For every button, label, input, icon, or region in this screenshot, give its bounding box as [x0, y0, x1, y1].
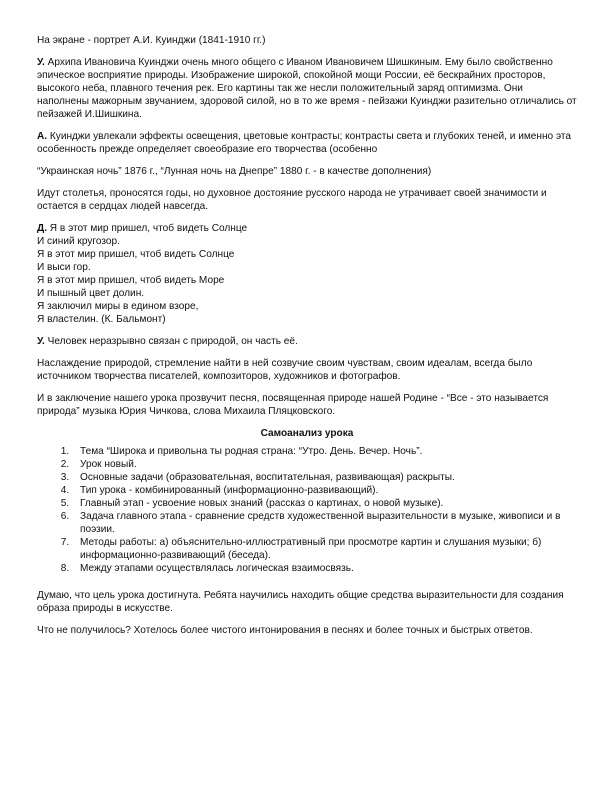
paragraph-text: Архипа Ивановича Куинджи очень много общего с Иваном Ивановичем Шишкиным. Ему было свойственно эпическое восприятие природы. Изображение широкой, спокойной мощи России, её бескрайних просторов, высокого неба, плавного течения рек. Его картины так же несли положительный заряд оптимизма. Они наполнены мажорным звучанием, здоровой силой, но в то же время - пейзажи Куинджи разительно отличались от пейзажей И.Шишкина.	[37, 57, 577, 120]
list-item: 3. Основные задачи (образовательная, воспитательная, развивающая) раскрыты.	[72, 471, 577, 484]
goal-paragraph: Думаю, что цель урока достигнута. Ребята научились находить общие средства выразительности для создания образа природы в искусстве.	[37, 590, 564, 614]
list-item: 1. Тема “Широка и привольна ты родная страна: “Утро. День. Вечер. Ночь”.	[72, 445, 577, 458]
enjoyment-paragraph: Наслаждение природой, стремление найти в ней созвучие своим чувствам, своим идеалам, всегда было источником творчества писателей, композиторов, художников и фотографов.	[37, 358, 533, 382]
centuries-paragraph: Идут столетья, проносятся годы, но духовное достояние русского народа не утрачивает своей значимости и остается в сердцах людей навсегда.	[37, 188, 547, 212]
list-item: 2. Урок новый.	[72, 458, 577, 471]
teacher-paragraph-kuindzhi	[37, 56, 577, 121]
list-item: 8. Между этапами осуществлялась логическая взаимосвязь.	[72, 562, 577, 575]
list-item: 4. Тип урока - комбинированный (информационно-развивающий).	[72, 484, 577, 497]
teacher-paragraph-nature	[37, 335, 577, 348]
speaker-label: У.	[37, 57, 45, 68]
poem-line: Я заключил миры в едином взоре,	[37, 301, 199, 312]
poem-line: Я властелин. (К. Бальмонт)	[37, 314, 166, 325]
poem-line: И пышный цвет долин.	[37, 288, 145, 299]
section-title: Самоанализ урока	[260, 428, 354, 439]
speaker-label: У.	[37, 336, 45, 347]
poem-block	[37, 222, 577, 326]
failure-paragraph: Что не получилось? Хотелось более чистого интонирования в песнях и более точных и быстрых ответов.	[37, 625, 533, 636]
poem-line: Я в этот мир пришел, чтоб видеть Солнце	[47, 223, 248, 234]
intro-line: На экране - портрет А.И. Куинджи (1841-1910 гг.)	[37, 35, 266, 46]
paragraph-lighting-effects	[37, 130, 577, 156]
list-item: 5. Главный этап - усвоение новых знаний (рассказ о картинах, о новой музыке).	[72, 497, 577, 510]
poem-line: И выси гор.	[37, 262, 91, 273]
document-page	[37, 34, 577, 646]
paintings-line: “Украинская ночь” 1876 г., “Лунная ночь на Днепре” 1880 г. - в качестве дополнения)	[37, 166, 432, 177]
analysis-list	[37, 445, 577, 575]
speaker-label: А.	[37, 131, 48, 142]
poem-line: Я в этот мир пришел, чтоб видеть Море	[37, 275, 225, 286]
poem-line: Я в этот мир пришел, чтоб видеть Солнце	[37, 249, 235, 260]
conclusion-paragraph: И в заключение нашего урока прозвучит песня, посвященная природе нашей Родине - “Все - это называется природа” музыка Юрия Чичкова, слова Михаила Пляцковского.	[37, 393, 549, 417]
speaker-label: Д.	[37, 223, 47, 234]
list-item: 7. Методы работы: а) объяснительно-иллюстративный при просмотре картин и слушания музыки; б) информационно-развивающий (беседа).	[72, 536, 577, 562]
paragraph-text: Куинджи увлекали эффекты освещения, цветовые контрасты; контрасты света и глубоких теней, и именно эта особенность прежде определяет своеобразие его творчества (особенно	[37, 131, 572, 155]
paragraph-text: Человек неразрывно связан с природой, он часть её.	[44, 336, 298, 347]
list-item: 6. Задача главного этапа - сравнение средств художественной выразительности в музыке, живописи и в поэзии.	[72, 510, 577, 536]
poem-line: И синий кругозор.	[37, 236, 120, 247]
